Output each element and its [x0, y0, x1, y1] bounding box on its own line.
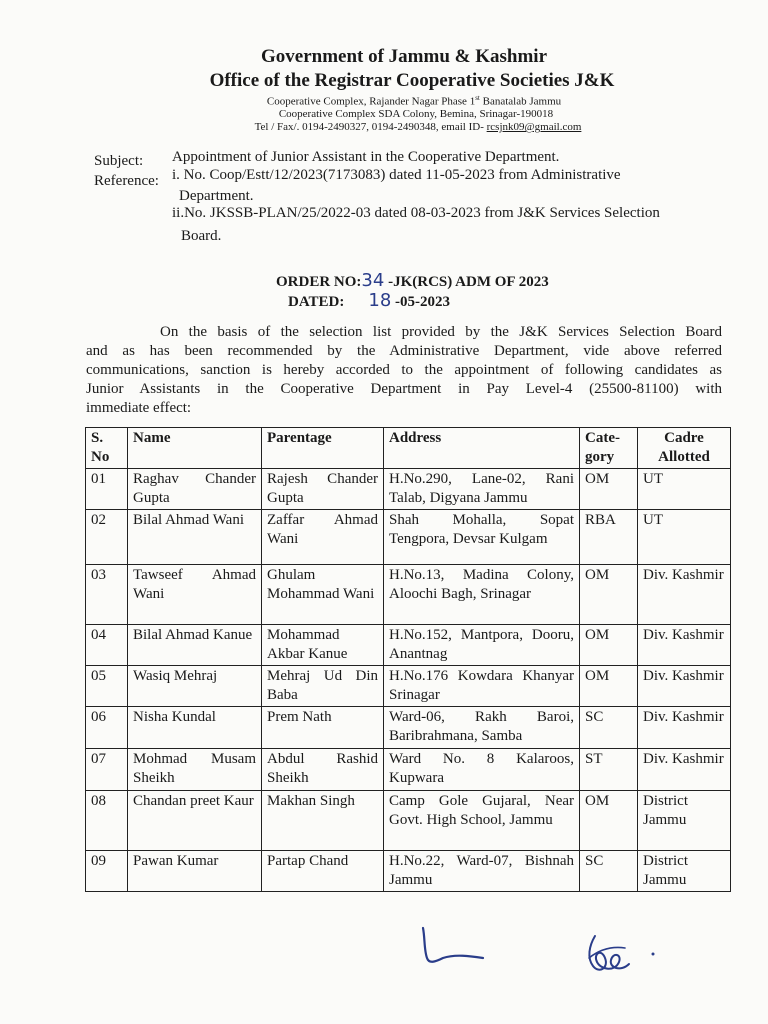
cell-cadre: District Jammu: [638, 851, 731, 892]
reference-2-line2: Board.: [181, 228, 222, 244]
table-row: [86, 666, 731, 707]
cell-sno: 09: [86, 851, 128, 892]
table-row: [86, 707, 731, 749]
cell-address: H.No.22, Ward-07, Bishnah Jammu: [384, 851, 580, 892]
cell-category: SC: [580, 851, 638, 892]
subject-label: Subject:: [94, 153, 144, 169]
cell-sno: 02: [86, 510, 128, 565]
header-office: Office of the Registrar Cooperative Societies J&K: [209, 70, 615, 91]
signature-1: [415, 924, 495, 974]
cell-category: OM: [580, 791, 638, 851]
cell-category: OM: [580, 625, 638, 666]
cell-parentage: Mehraj Ud Din Baba: [262, 666, 384, 707]
body-paragraph: [86, 323, 722, 418]
cell-name: Tawseef Ahmad Wani: [128, 565, 262, 625]
order-date-handwritten: 18: [368, 290, 392, 311]
cell-parentage: Makhan Singh: [262, 791, 384, 851]
cell-address: H.No.290, Lane-02, Rani Talab, Digyana Jammu: [384, 469, 580, 510]
body-line: and as has been recommended by the Administrative Department, vide above referred: [86, 343, 722, 359]
order-number: ORDER NO:34 -JK(RCS) ADM OF 2023: [276, 270, 549, 291]
body-line: On the basis of the selection list provided by the J&K Services Selection Board: [160, 324, 722, 340]
cell-cadre: Div. Kashmir: [638, 666, 731, 707]
cell-address: Shah Mohalla, Sopat Tengpora, Devsar Kulgam: [384, 510, 580, 565]
cell-name: Bilal Ahmad Kanue: [128, 625, 262, 666]
header-address-jammu: Cooperative Complex, Rajander Nagar Phase 1st Banatalab Jammu: [266, 94, 562, 108]
cell-parentage: Prem Nath: [262, 707, 384, 749]
order-date: DATED: 18 -05-2023: [288, 290, 451, 311]
cell-name: Chandan preet Kaur: [128, 791, 262, 851]
col-header-address: Address: [384, 428, 580, 469]
cell-address: H.No.152, Mantpora, Dooru, Anantnag: [384, 625, 580, 666]
cell-parentage: Abdul Rashid Sheikh: [262, 749, 384, 791]
cell-sno: 03: [86, 565, 128, 625]
cell-name: Pawan Kumar: [128, 851, 262, 892]
col-header-parentage: Parentage: [262, 428, 384, 469]
header-address-srinagar: Cooperative Complex SDA Colony, Bemina, Srinagar-190018: [278, 108, 554, 120]
cell-cadre: District Jammu: [638, 791, 731, 851]
cell-sno: 06: [86, 707, 128, 749]
table-header-row: [86, 428, 731, 469]
cell-category: ST: [580, 749, 638, 791]
body-line: immediate effect:: [86, 400, 192, 416]
cell-cadre: UT: [638, 510, 731, 565]
order-number-handwritten: 34: [361, 270, 385, 291]
signature-2: [575, 928, 665, 988]
cell-name: Mohmad Musam Sheikh: [128, 749, 262, 791]
cell-parentage: Rajesh Chander Gupta: [262, 469, 384, 510]
reference-1-line1: i. No. Coop/Estt/12/2023(7173083) dated 11-05-2023 from Administrative: [172, 167, 621, 183]
cell-category: RBA: [580, 510, 638, 565]
cell-parentage: Zaffar Ahmad Wani: [262, 510, 384, 565]
cell-parentage: Mohammad Akbar Kanue: [262, 625, 384, 666]
cell-name: Nisha Kundal: [128, 707, 262, 749]
col-header-sno: S. No: [86, 428, 128, 469]
cell-address: H.No.176 Kowdara Khanyar Srinagar: [384, 666, 580, 707]
cell-cadre: UT: [638, 469, 731, 510]
email-address: rcsjnk09@gmail.com: [486, 121, 582, 133]
reference-1-line2: Department.: [179, 188, 254, 204]
cell-cadre: Div. Kashmir: [638, 625, 731, 666]
table-row: [86, 510, 731, 565]
reference-label: Reference:: [94, 173, 159, 189]
reference-2-line1: ii.No. JKSSB-PLAN/25/2022-03 dated 08-03-2023 from J&K Services Selection: [172, 205, 660, 221]
cell-category: OM: [580, 565, 638, 625]
cell-category: OM: [580, 469, 638, 510]
cell-sno: 01: [86, 469, 128, 510]
cell-name: Bilal Ahmad Wani: [128, 510, 262, 565]
table-row: [86, 791, 731, 851]
table-row: [86, 565, 731, 625]
col-header-cadre: Cadre Allotted: [638, 428, 731, 469]
cell-parentage: Ghulam Mohammad Wani: [262, 565, 384, 625]
cell-name: Wasiq Mehraj: [128, 666, 262, 707]
cell-cadre: Div. Kashmir: [638, 565, 731, 625]
cell-address: Ward-06, Rakh Baroi, Baribrahmana, Samba: [384, 707, 580, 749]
cell-cadre: Div. Kashmir: [638, 749, 731, 791]
cell-sno: 04: [86, 625, 128, 666]
table-row: [86, 625, 731, 666]
appointments-table: [85, 427, 731, 892]
body-line: communications, sanction is hereby accorded to the appointment of following candidates as: [86, 362, 722, 378]
header-contact: Tel / Fax/. 0194-2490327, 0194-2490348, email ID- rcsjnk09@gmail.com: [254, 121, 582, 133]
col-header-name: Name: [128, 428, 262, 469]
header-government: Government of Jammu & Kashmir: [260, 46, 548, 67]
table-row: [86, 469, 731, 510]
cell-name: Raghav Chander Gupta: [128, 469, 262, 510]
body-line: Junior Assistants in the Cooperative Department in Pay Level-4 (25500-81100) with: [86, 381, 722, 397]
cell-address: Ward No. 8 Kalaroos, Kupwara: [384, 749, 580, 791]
cell-category: OM: [580, 666, 638, 707]
cell-sno: 07: [86, 749, 128, 791]
cell-address: Camp Gole Gujaral, Near Govt. High School, Jammu: [384, 791, 580, 851]
cell-cadre: Div. Kashmir: [638, 707, 731, 749]
col-header-category: Cate-gory: [580, 428, 638, 469]
table-row: [86, 749, 731, 791]
subject-text: Appointment of Junior Assistant in the Cooperative Department.: [172, 149, 560, 165]
cell-sno: 08: [86, 791, 128, 851]
cell-category: SC: [580, 707, 638, 749]
table-row: [86, 851, 731, 892]
cell-address: H.No.13, Madina Colony, Aloochi Bagh, Srinagar: [384, 565, 580, 625]
cell-parentage: Partap Chand: [262, 851, 384, 892]
cell-sno: 05: [86, 666, 128, 707]
